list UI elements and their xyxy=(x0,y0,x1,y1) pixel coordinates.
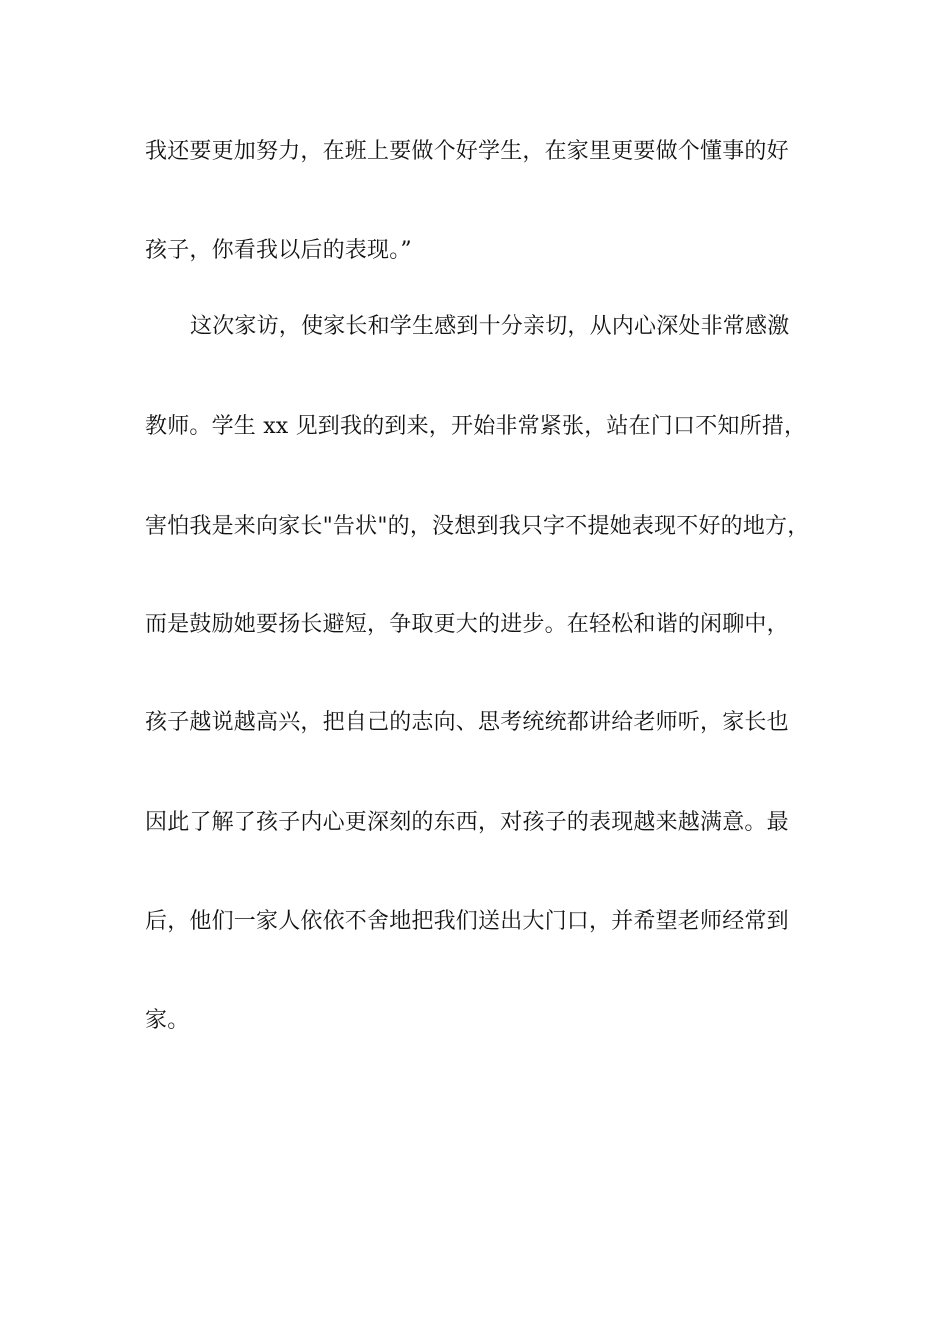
text-line-7: 孩子越说越高兴，把自己的志向、思考统统都讲给老师听，家长也 xyxy=(145,710,789,735)
text-line-8: 因此了解了孩子内心更深刻的东西，对孩子的表现越来越满意。最 xyxy=(145,810,789,835)
text-line-10: 家。 xyxy=(145,1008,190,1033)
text-line-3: 这次家访，使家长和学生感到十分亲切，从内心深处非常感激 xyxy=(190,314,790,339)
text-line-4: 教师。学生 xx 见到我的到来，开始非常紧张，站在门口不知所措， xyxy=(145,414,807,439)
text-line-9: 后，他们一家人依依不舍地把我们送出大门口，并希望老师经常到 xyxy=(145,909,789,934)
text-line-5: 害怕我是来向家长"告状"的，没想到我只字不提她表现不好的地方， xyxy=(145,514,810,539)
text-line-6: 而是鼓励她要扬长避短，争取更大的进步。在轻松和谐的闲聊中， xyxy=(145,612,789,637)
text-line-2: 孩子，你看我以后的表现。” xyxy=(145,238,412,263)
text-line-1: 我还要更加努力，在班上要做个好学生，在家里更要做个懂事的好 xyxy=(145,139,789,164)
